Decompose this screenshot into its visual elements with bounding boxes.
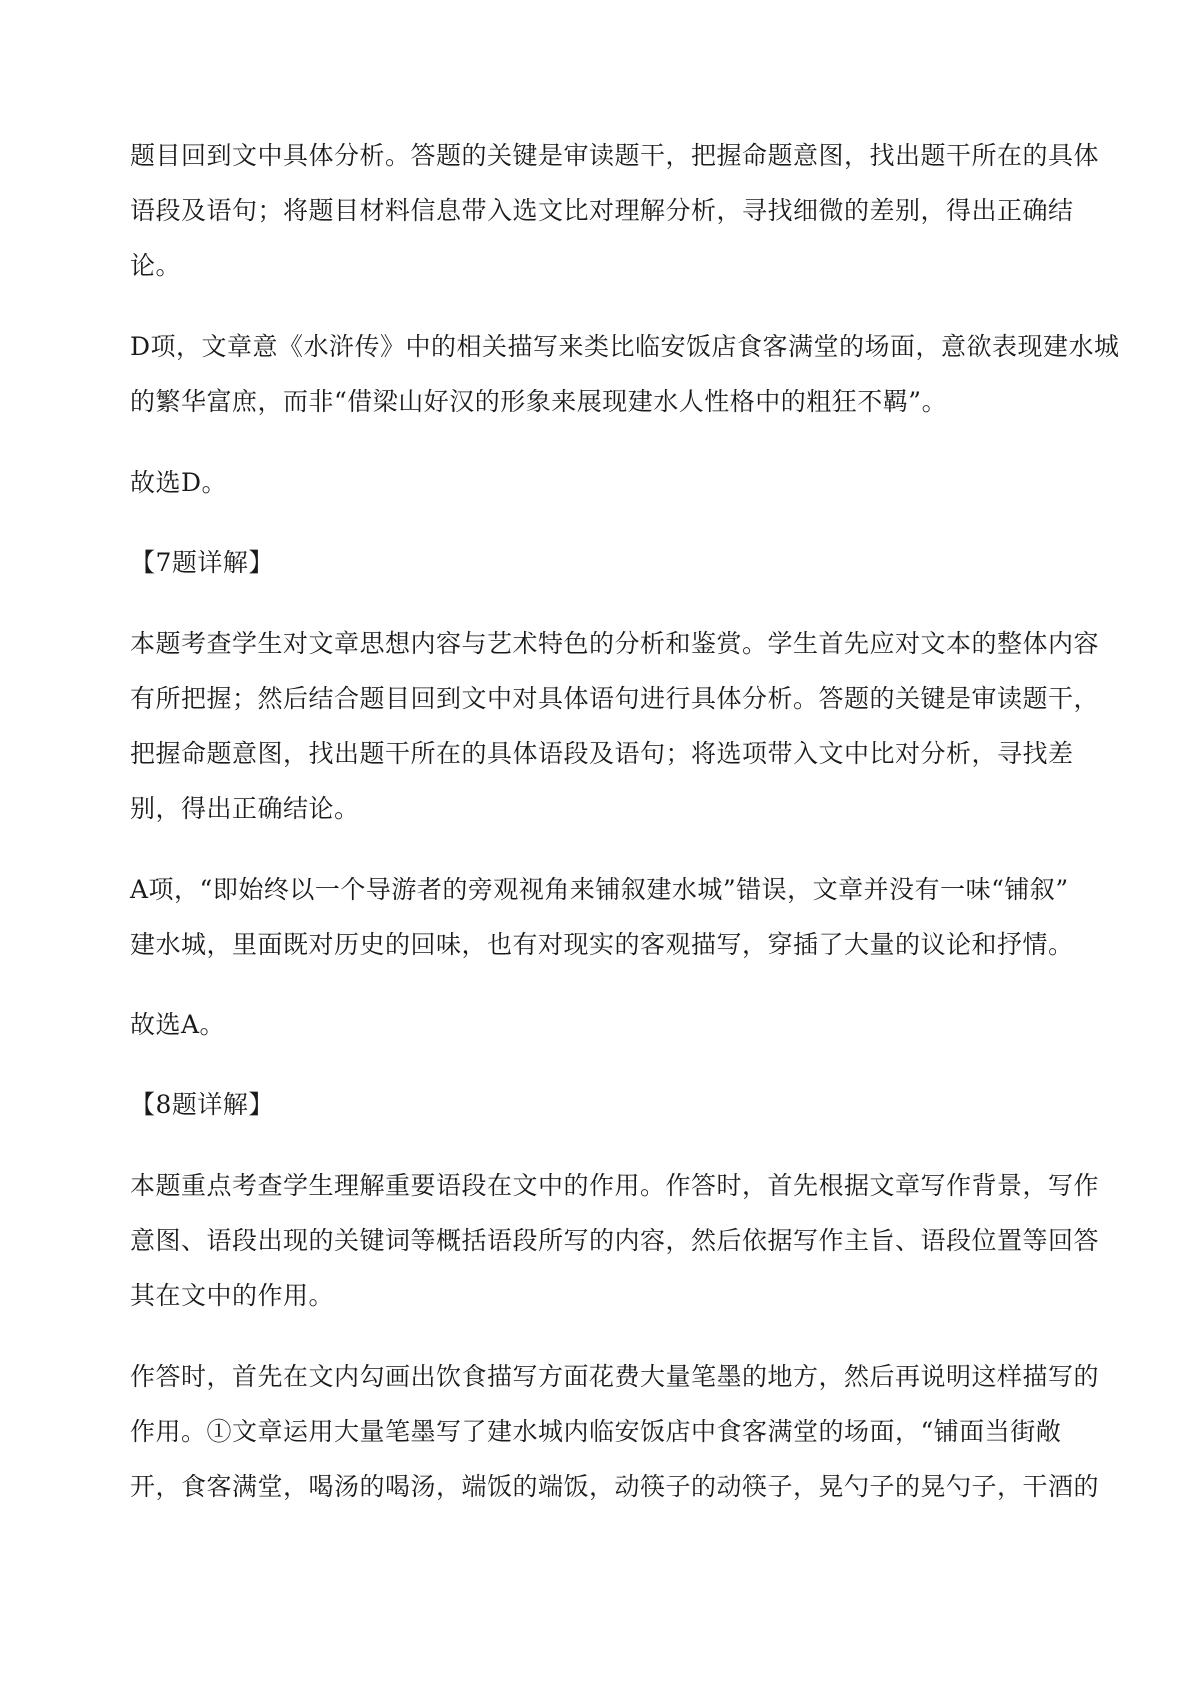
section-heading: 【8题详解】 [130, 1090, 274, 1119]
text-line: 题目回到文中具体分析。答题的关键是审读题干，把握命题意图，找出题干所在的具体 [130, 141, 1100, 170]
text-line: 意图、语段出现的关键词等概括语段所写的内容，然后依据写作主旨、语段位置等回答 [130, 1226, 1100, 1255]
text-line: 有所把握；然后结合题目回到文中对具体语句进行具体分析。答题的关键是审读题干， [130, 684, 1100, 713]
text-line: 语段及语句；将题目材料信息带入选文比对理解分析，寻找细微的差别，得出正确结 [130, 196, 1074, 225]
text-line: 其在文中的作用。 [130, 1281, 335, 1310]
text-line: 建水城，里面既对历史的回味，也有对现实的客观描写，穿插了大量的议论和抒情。 [130, 930, 1074, 959]
text-line: 作答时，首先在文内勾画出饮食描写方面花费大量笔墨的地方，然后再说明这样描写的 [130, 1362, 1100, 1391]
text-line: 开，食客满堂，喝汤的喝汤，端饭的端饭，动筷子的动筷子，晃勺子的晃勺子，干酒的 [130, 1472, 1100, 1501]
text-line: 本题重点考查学生理解重要语段在文中的作用。作答时，首先根据文章写作背景，写作 [130, 1171, 1100, 1200]
text-line: A项，“即始终以一个导游者的旁观视角来铺叙建水城”错误，文章并没有一味“铺叙” [130, 875, 1069, 904]
section-heading: 【7题详解】 [130, 548, 274, 577]
text-line: D项，文章意《水浒传》中的相关描写来类比临安饭店食客满堂的场面，意欲表现建水城 [130, 332, 1120, 361]
text-line: 故选D。 [130, 468, 228, 497]
text-line: 本题考查学生对文章思想内容与艺术特色的分析和鉴赏。学生首先应对文本的整体内容 [130, 629, 1100, 658]
text-line: 作用。①文章运用大量笔墨写了建水城内临安饭店中食客满堂的场面，“铺面当街敞 [130, 1417, 1062, 1446]
text-line: 的繁华富庶，而非“借梁山好汉的形象来展现建水人性格中的粗狂不羁”。 [130, 387, 948, 416]
text-line: 故选A。 [130, 1010, 226, 1039]
text-line: 别，得出正确结论。 [130, 794, 360, 823]
text-line: 把握命题意图，找出题干所在的具体语段及语句；将选项带入文中比对分析，寻找差 [130, 739, 1074, 768]
text-line: 论。 [130, 251, 182, 280]
